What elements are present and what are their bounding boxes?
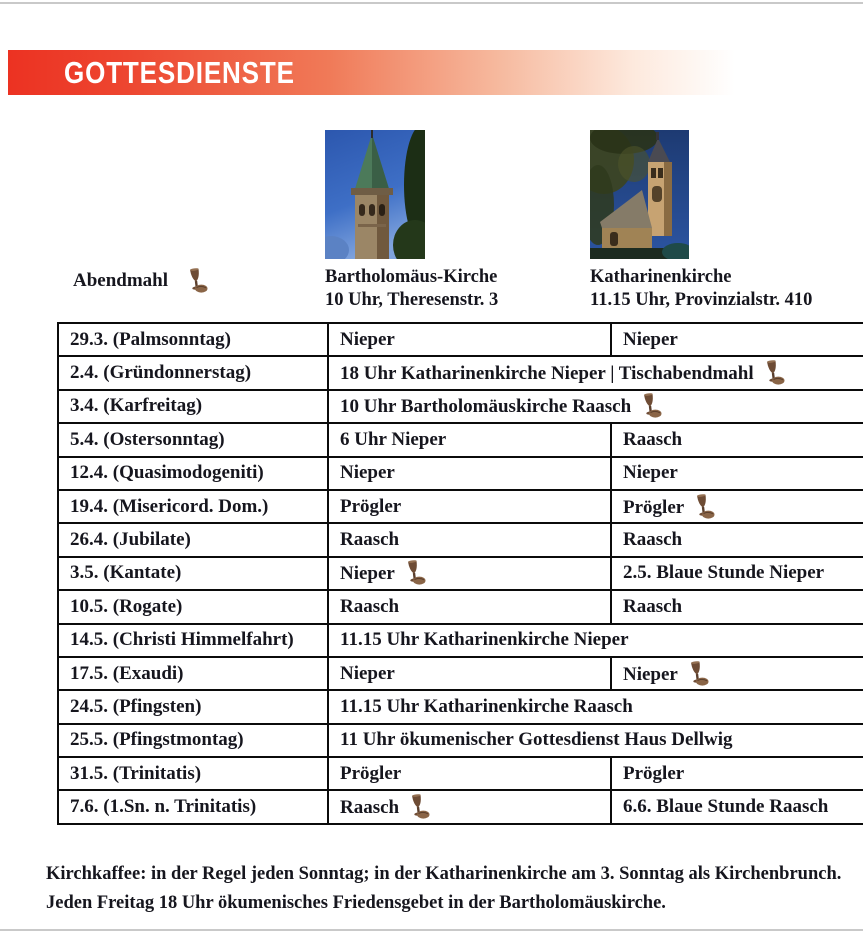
- service-cell-text: Prögler: [340, 495, 402, 517]
- service-date-cell: 24.5. (Pfingsten): [58, 690, 328, 723]
- service-cell-text: 11.15 Uhr Katharinenkirche Nieper: [340, 629, 629, 651]
- table-row: [58, 790, 863, 823]
- service-cell-text: 18 Uhr Katharinenkirche Nieper | Tischabendmahl: [340, 363, 754, 385]
- service-bartholomaeus-cell: [328, 757, 611, 790]
- abendmahl-chalice-icon: [404, 560, 426, 586]
- section-banner: [8, 50, 853, 95]
- service-katharinen-cell: [611, 490, 863, 523]
- services-table-body: [58, 323, 863, 824]
- abendmahl-legend-label: Abendmahl: [73, 270, 169, 291]
- service-bartholomaeus-cell: [328, 490, 611, 523]
- service-cell-text: Raasch: [340, 529, 400, 551]
- service-cell-text: Raasch: [340, 797, 400, 819]
- table-row: [58, 323, 863, 356]
- service-katharinen-cell: [611, 657, 863, 690]
- service-date-cell: 12.4. (Quasimodogeniti): [58, 457, 328, 490]
- table-row: [58, 724, 863, 757]
- service-katharinen-cell: [611, 590, 863, 623]
- service-cell-text: Nieper: [623, 328, 678, 350]
- service-bartholomaeus-cell: [328, 423, 611, 456]
- services-table: [57, 322, 863, 825]
- service-cell-text: Nieper: [340, 662, 395, 684]
- service-cell-text: Nieper: [340, 328, 395, 350]
- service-combined-cell: [328, 390, 863, 423]
- service-bartholomaeus-cell: [328, 523, 611, 556]
- service-bartholomaeus-cell: [328, 590, 611, 623]
- service-cell-text: Nieper: [340, 563, 395, 585]
- service-bartholomaeus-cell: [328, 790, 611, 823]
- bartholomaeus-kirche-photo: [325, 130, 425, 259]
- service-cell-text: Prögler: [340, 762, 402, 784]
- service-cell-text: Prögler: [623, 496, 685, 518]
- service-katharinen-cell: [611, 457, 863, 490]
- column-header-katharinen: [590, 266, 812, 311]
- service-bartholomaeus-cell: [328, 557, 611, 590]
- table-row: [58, 624, 863, 657]
- abendmahl-chalice-icon: [693, 494, 715, 520]
- service-date-cell: 7.6. (1.Sn. n. Trinitatis): [58, 790, 328, 823]
- service-bartholomaeus-cell: [328, 323, 611, 356]
- service-cell-text: Prögler: [623, 762, 685, 784]
- service-date-cell: 2.4. (Gründonnerstag): [58, 356, 328, 389]
- service-cell-text: 6 Uhr Nieper: [340, 428, 447, 450]
- service-combined-cell: [328, 624, 863, 657]
- column-header-bartholomaeus: [325, 266, 498, 311]
- table-row: [58, 590, 863, 623]
- table-row: [58, 356, 863, 389]
- service-katharinen-cell: [611, 323, 863, 356]
- table-row: [58, 757, 863, 790]
- abendmahl-chalice-icon: [640, 393, 662, 419]
- church-name: Bartholomäus-Kirche: [325, 267, 498, 287]
- table-row: [58, 390, 863, 423]
- page-bottom-rule: [0, 929, 863, 931]
- page-top-rule: [0, 2, 863, 4]
- service-cell-text: Raasch: [623, 529, 683, 551]
- table-row: [58, 523, 863, 556]
- abendmahl-chalice-icon: [408, 794, 430, 820]
- service-cell-text: 2.5. Blaue Stunde Nieper: [623, 562, 825, 584]
- service-katharinen-cell: [611, 757, 863, 790]
- service-date-cell: 26.4. (Jubilate): [58, 523, 328, 556]
- table-row: [58, 657, 863, 690]
- service-cell-text: 10 Uhr Bartholomäuskirche Raasch: [340, 396, 632, 418]
- service-cell-text: Raasch: [340, 595, 400, 617]
- page-title: GOTTESDIENSTE: [64, 55, 295, 90]
- table-row: [58, 690, 863, 723]
- service-katharinen-cell: [611, 523, 863, 556]
- service-cell-text: 11 Uhr ökumenischer Gottesdienst Haus Dellwig: [340, 729, 733, 751]
- table-row: [58, 457, 863, 490]
- church-name: Katharinenkirche: [590, 267, 732, 287]
- service-cell-text: Nieper: [623, 663, 678, 685]
- service-date-cell: 19.4. (Misericord. Dom.): [58, 490, 328, 523]
- service-bartholomaeus-cell: [328, 657, 611, 690]
- church-schedule: 10 Uhr, Theresenstr. 3: [325, 289, 499, 310]
- service-cell-text: Raasch: [623, 595, 683, 617]
- service-cell-text: Raasch: [623, 428, 683, 450]
- service-cell-text: Nieper: [340, 462, 395, 484]
- abendmahl-chalice-icon: [687, 661, 709, 687]
- service-date-cell: 3.4. (Karfreitag): [58, 390, 328, 423]
- abendmahl-chalice-icon: [763, 360, 785, 386]
- service-combined-cell: [328, 724, 863, 757]
- service-katharinen-cell: [611, 790, 863, 823]
- footer-line-friedensgebet: Jeden Freitag 18 Uhr ökumenisches Friedensgebet in der Bartholomäuskirche.: [46, 892, 666, 913]
- service-cell-text: Nieper: [623, 462, 678, 484]
- service-date-cell: 29.3. (Palmsonntag): [58, 323, 328, 356]
- footer-notes: [46, 860, 858, 917]
- service-date-cell: 17.5. (Exaudi): [58, 657, 328, 690]
- abendmahl-chalice-icon: [186, 268, 208, 294]
- service-katharinen-cell: [611, 557, 863, 590]
- table-row: [58, 490, 863, 523]
- service-combined-cell: [328, 356, 863, 389]
- abendmahl-legend: [73, 268, 208, 294]
- service-katharinen-cell: [611, 423, 863, 456]
- church-schedule: 11.15 Uhr, Provinzialstr. 410: [590, 289, 813, 310]
- service-date-cell: 25.5. (Pfingstmontag): [58, 724, 328, 757]
- table-row: [58, 423, 863, 456]
- abendmahl-legend-icon-slot: [186, 268, 208, 294]
- service-cell-text: 6.6. Blaue Stunde Raasch: [623, 796, 829, 818]
- footer-line-kirchkaffee: Kirchkaffee: in der Regel jeden Sonntag; in der Katharinenkirche am 3. Sonntag als Kirchenbrunch.: [46, 864, 842, 884]
- service-bartholomaeus-cell: [328, 457, 611, 490]
- service-date-cell: 3.5. (Kantate): [58, 557, 328, 590]
- service-date-cell: 10.5. (Rogate): [58, 590, 328, 623]
- katharinenkirche-photo: [590, 130, 689, 259]
- service-cell-text: 11.15 Uhr Katharinenkirche Raasch: [340, 695, 633, 717]
- service-date-cell: 14.5. (Christi Himmelfahrt): [58, 624, 328, 657]
- table-row: [58, 557, 863, 590]
- service-date-cell: 31.5. (Trinitatis): [58, 757, 328, 790]
- service-date-cell: 5.4. (Ostersonntag): [58, 423, 328, 456]
- service-combined-cell: [328, 690, 863, 723]
